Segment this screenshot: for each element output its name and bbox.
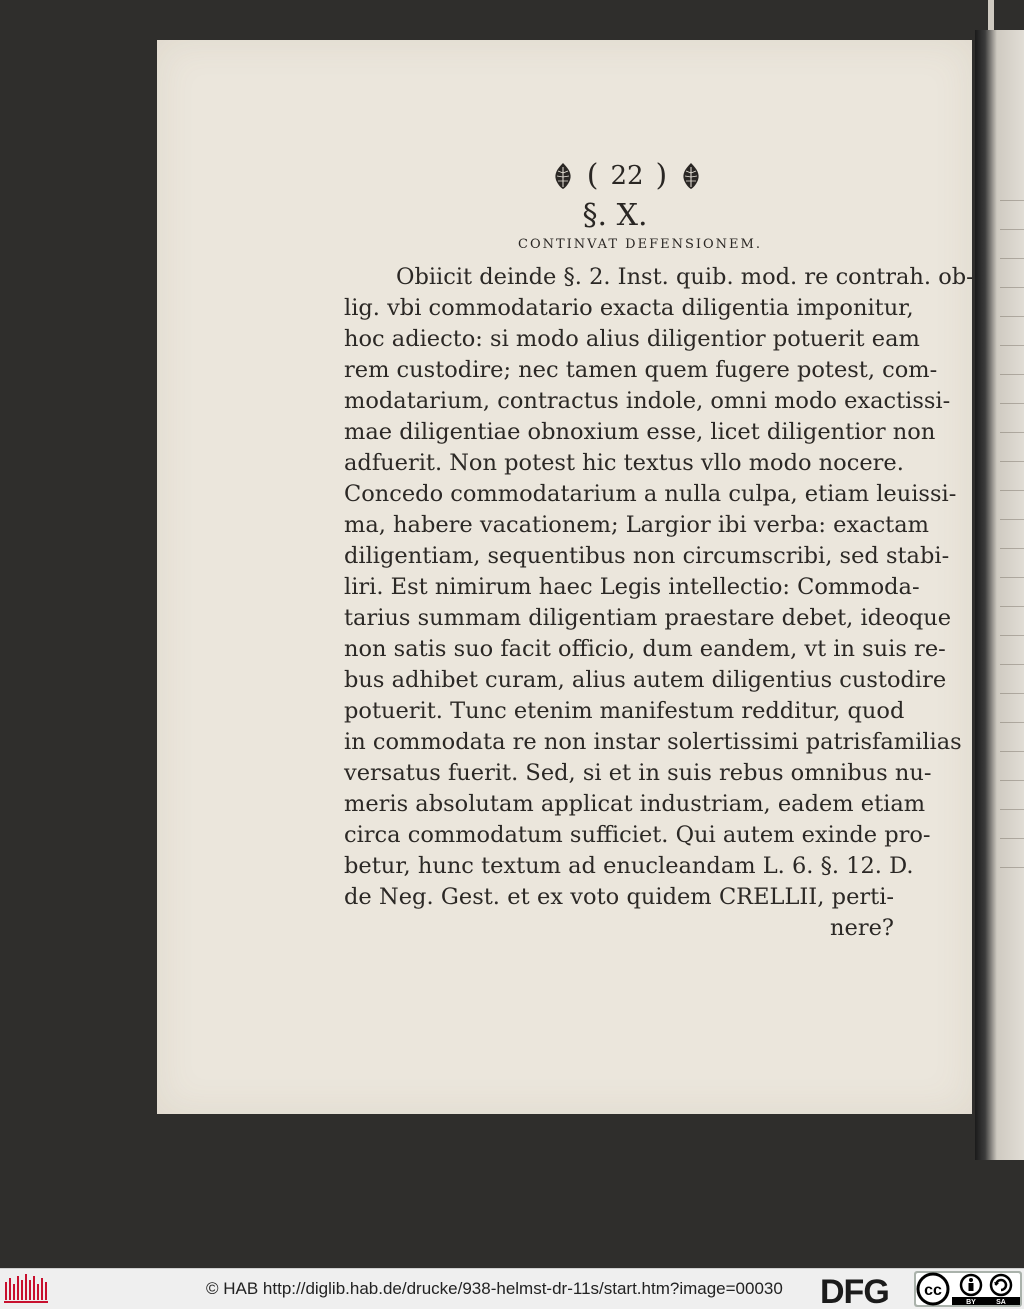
- text-line: bus adhibet curam, alius autem diligentius custodire: [344, 667, 947, 693]
- body-text: [344, 262, 974, 944]
- fleuron-icon: [551, 161, 575, 191]
- text-line: potuerit. Tunc etenim manifestum redditur, quod: [344, 698, 905, 724]
- text-line: ma, habere vacationem; Largior ibi verba: exactam: [344, 512, 929, 538]
- text-line: Concedo commodatarium a nulla culpa, etiam leuissi-: [344, 481, 957, 507]
- copyright-link[interactable]: © HAB http://diglib.hab.de/drucke/938-helmst-dr-11s/start.htm?image=00030: [206, 1279, 783, 1298]
- text-line: versatus fuerit. Sed, si et in suis rebus omnibus nu-: [344, 760, 932, 786]
- section-title: §. X.: [582, 198, 648, 233]
- text-line: hoc adiecto: si modo alius diligentior potuerit eam: [344, 326, 920, 352]
- adjacent-page-bleed: [1000, 200, 1024, 1000]
- text-line: mae diligentiae obnoxium esse, licet diligentior non: [344, 419, 936, 445]
- svg-text:BY: BY: [966, 1299, 976, 1306]
- text-line: non satis suo facit officio, dum eandem, vt in suis re-: [344, 636, 946, 662]
- text-line: diligentiam, sequentibus non circumscribi, sed stabi-: [344, 543, 950, 569]
- text-line: betur, hunc textum ad enucleandam L. 6. §. 12. D.: [344, 853, 914, 879]
- svg-text:cc: cc: [924, 1282, 942, 1299]
- svg-text:DFG: DFG: [820, 1273, 889, 1306]
- section-subtitle: CONTINVAT DEFENSIONEM.: [518, 237, 762, 252]
- fleuron-icon: [679, 161, 703, 191]
- dfg-logo[interactable]: [820, 1272, 912, 1306]
- text-line: liri. Est nimirum haec Legis intellectio: Commoda-: [344, 574, 920, 600]
- page-number: 22: [610, 161, 644, 191]
- text-line: in commodata re non instar solertissimi patrisfamilias: [344, 729, 962, 755]
- text-line: tarius summam diligentiam praestare debet, ideoque: [344, 605, 952, 631]
- text-line: lig. vbi commodatario exacta diligentia imponitur,: [344, 295, 914, 321]
- text-line: Obiicit deinde §. 2. Inst. quib. mod. re contrah. ob-: [396, 264, 974, 290]
- hab-logo-icon[interactable]: [4, 1274, 48, 1304]
- cc-by-sa-icon[interactable]: [914, 1271, 1022, 1307]
- text-line: meris absolutam applicat industriam, eadem etiam: [344, 791, 926, 817]
- text-line: modatarium, contractus indole, omni modo exactissi-: [344, 388, 951, 414]
- right-paren: ): [655, 158, 668, 193]
- svg-text:SA: SA: [996, 1299, 1006, 1306]
- text-line: adfuerit. Non potest hic textus vllo modo nocere.: [344, 450, 904, 476]
- left-paren: (: [586, 158, 599, 193]
- page-header: [532, 156, 722, 196]
- text-line: circa commodatum sufficiet. Qui autem exinde pro-: [344, 822, 931, 848]
- text-line: de Neg. Gest. et ex voto quidem CRELLII, perti-: [344, 884, 894, 910]
- text-line: rem custodire; nec tamen quem fugere potest, com-: [344, 357, 938, 383]
- viewer-footer: [0, 1268, 1024, 1309]
- catchword: nere?: [830, 915, 894, 941]
